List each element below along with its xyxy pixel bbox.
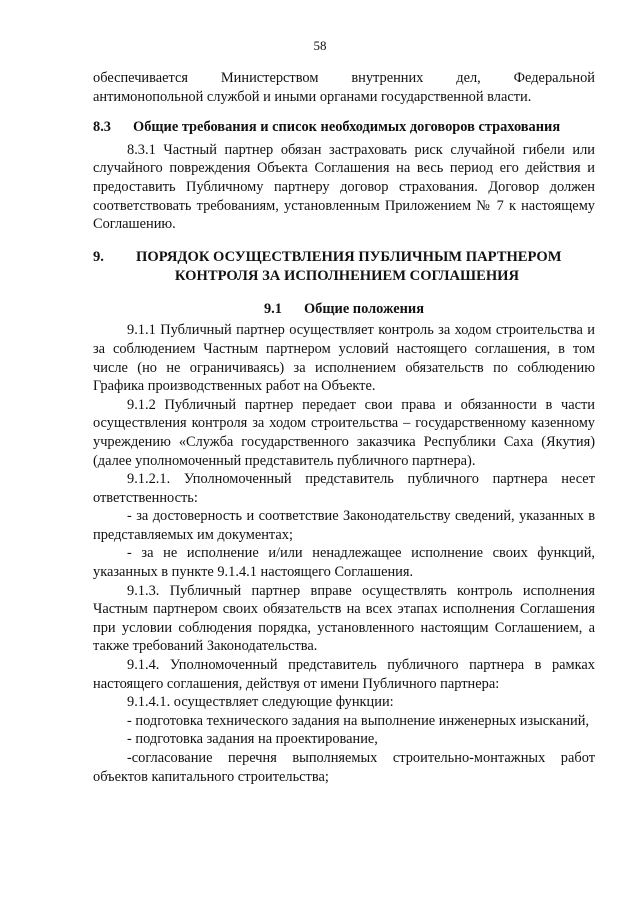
- section-9-1-heading: [93, 300, 595, 319]
- paragraph-9-1-4-1: 9.1.4.1. осуществляет следующие функции:: [127, 694, 394, 711]
- paragraph-9-1-1: 9.1.1 Публичный партнер осуществляет контроль за ходом строительства и за соблюдением Частным партнером условий настоящего соглашения, в том числе (но не ограничиваясь) за исполнением обязательств по соблюдению Графика производственных работ на Объекте.: [93, 322, 595, 395]
- paragraph-9-1-4: 9.1.4. Уполномоченный представитель публичного партнера в рамках настоящего соглашения, действуя от имени Публичного партнера:: [93, 657, 595, 692]
- list-item: - подготовка задания на проектирование,: [127, 731, 378, 748]
- page-content: [93, 69, 595, 786]
- paragraph-9-1-3: 9.1.3. Публичный партнер вправе осуществлять контроль исполнения Частным партнером своих обязательств на всех этапах исполнения Соглашения при условии соблюдения порядка, установленного настоящим Соглашением, а также требований Законодательства.: [93, 582, 595, 655]
- section-9-1-number: 9.1: [263, 300, 282, 317]
- section-8-3-number: 8.3: [93, 119, 111, 136]
- chapter-9-title-line-2: КОНТРОЛЯ ЗА ИСПОЛНЕНИЕМ СОГЛАШЕНИЯ: [174, 267, 520, 284]
- list-item: - за достоверность и соответствие Законодательству сведений, указанных в представляемых им документах;: [93, 508, 595, 543]
- chapter-9-title-line-1: ПОРЯДОК ОСУЩЕСТВЛЕНИЯ ПУБЛИЧНЫМ ПАРТНЕРОМ: [136, 248, 562, 265]
- paragraph-9-1-2-1: 9.1.2.1. Уполномоченный представитель публичного партнера несет ответственность:: [93, 471, 595, 506]
- paragraph-9-1-2: 9.1.2 Публичный партнер передает свои права и обязанности в части осуществления контроля за ходом строительства – государственному казенному учреждению «Служба государственного заказчика Республики Саха (Якутия) (далее уполномоченный представитель публичного партнера).: [93, 396, 595, 469]
- list-item: - подготовка технического задания на выполнение инженерных изысканий,: [127, 712, 590, 729]
- chapter-9-number: 9.: [93, 248, 104, 265]
- page-number: 58: [313, 38, 327, 53]
- section-8-3-heading: [93, 118, 595, 137]
- list-item: -согласование перечня выполняемых строительно-монтажных работ объектов капитального строительства;: [93, 750, 595, 785]
- chapter-9-heading: [93, 248, 595, 286]
- section-8-3-title: Общие требования и список необходимых договоров страхования: [133, 119, 561, 136]
- intro-line-2: антимонопольной службой и иными органами государственной власти.: [93, 88, 532, 105]
- intro-line-1: обеспечивается Министерством внутренних дел, Федеральной: [93, 70, 595, 86]
- list-item: - за не исполнение и/или ненадлежащее исполнение своих функций, указанных в пункте 9.1.4.1 настоящего Соглашения.: [93, 545, 595, 581]
- section-9-1-title: Общие положения: [303, 300, 425, 317]
- paragraph-8-3-1: 8.3.1 Частный партнер обязан застраховать риск случайной гибели или случайного повреждения Объекта Соглашения на весь период его действия и предоставить Публичному партнеру договор страхования. Договор должен соответствовать требованиям, установленным Приложением № 7 к настоящему Соглашению.: [93, 141, 595, 233]
